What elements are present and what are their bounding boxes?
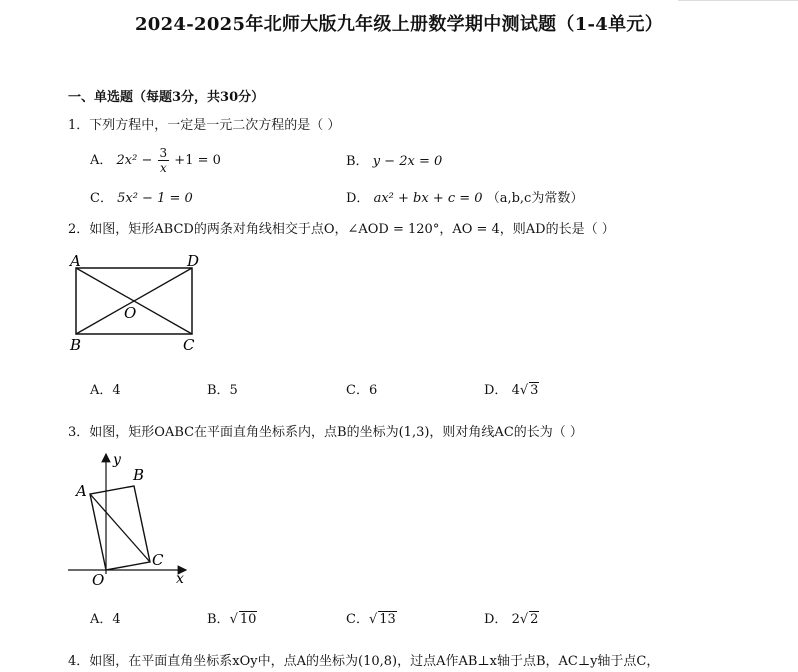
q2-option-d-label: D． [484,383,508,398]
q1-option-d-label: D． [346,191,370,206]
q3-option-d-radicand: 2 [530,612,539,627]
q1-option-b-label: B． [346,154,369,169]
q3-option-c[interactable] [346,608,397,627]
q3-option-a[interactable]: A．4 [90,612,121,627]
q1-option-b[interactable] [346,150,442,169]
q2-option-c[interactable]: C．6 [346,383,378,398]
q1-option-c-label: C． [90,191,113,206]
q1-option-a[interactable] [90,146,221,175]
q1-option-a-label: A． [90,153,113,168]
q1-stem: 1．下列方程中，一定是一元二次方程的是（ ） [68,118,341,133]
section-heading: 一、单选题（每题3分，共30分） [68,90,265,105]
q3-option-c-radical-sign: √ [368,612,378,627]
q1-option-d-expr: ax² + bx + c = 0 [373,191,483,206]
q3-option-d-label: D． [484,612,508,627]
q2-label-b: B [70,336,82,354]
q3-option-b-radicand: 10 [239,612,257,627]
q3-option-b[interactable] [207,608,257,627]
page-title: 2024-2025年北师大版九年级上册数学期中测试题（1-4单元） [134,14,664,35]
q1-option-b-expr: y − 2x = 0 [372,154,443,169]
q3-stem: 3．如图，矩形OABC在平面直角坐标系内，点B的坐标为(1,3)，则对角线AC的长为（ ） [68,425,583,440]
q3-option-c-radicand: 13 [379,612,396,627]
q1-option-c-expr: 5x² − 1 = 0 [117,191,193,206]
q3-option-d[interactable] [484,608,539,627]
q3-label-x: x [176,571,184,587]
q1-option-a-pre: 2x² − [116,153,157,168]
q1-option-a-numerator: 3 [159,146,168,160]
q2-option-a[interactable]: A．4 [90,383,121,398]
q3-option-c-label: C． [346,612,369,627]
q1-option-a-post: +1 = 0 [174,153,221,168]
q3-label-y: y [113,452,121,468]
q3-coordinate-figure [64,448,204,594]
q3-label-o: O [92,571,105,589]
q3-label-c: C [152,551,164,569]
q4-stem: 4．如图，在平面直角坐标系xOy中，点A的坐标为(10,8)，过点A作AB⊥x轴于点B，AC⊥y轴于点C， [68,654,660,669]
q2-option-d-radical-sign: √ [519,383,529,398]
q1-option-d[interactable] [346,187,583,206]
top-rule [678,0,798,1]
q1-option-a-fraction [158,146,170,175]
q3-diagonal-ac [90,494,150,562]
q2-rectangle-figure [66,248,212,358]
q1-option-d-note: （a,b,c为常数） [486,191,584,206]
q2-stem: 2．如图，矩形ABCD的两条对角线相交于点O，∠AOD = 120°，AO = 4，则AD的长是（ ） [68,222,615,237]
q2-option-d[interactable] [484,379,539,398]
q3-label-a: A [76,482,87,500]
q2-label-d: D [187,252,200,270]
q3-option-d-coef: 2 [511,612,520,627]
q1-option-c[interactable] [90,187,193,206]
q2-option-d-radicand: 3 [530,383,539,398]
q3-label-b: B [133,466,145,484]
q1-option-a-denominator: x [159,161,167,175]
q2-option-d-coef: 4 [511,383,520,398]
q2-option-b[interactable]: B．5 [207,383,238,398]
q2-label-a: A [70,252,81,270]
q2-label-c: C [183,336,195,354]
q2-label-o: O [124,304,137,322]
q3-option-b-label: B． [207,612,230,627]
q3-option-d-radical-sign: √ [519,612,529,627]
q3-option-b-radical-sign: √ [229,612,238,627]
